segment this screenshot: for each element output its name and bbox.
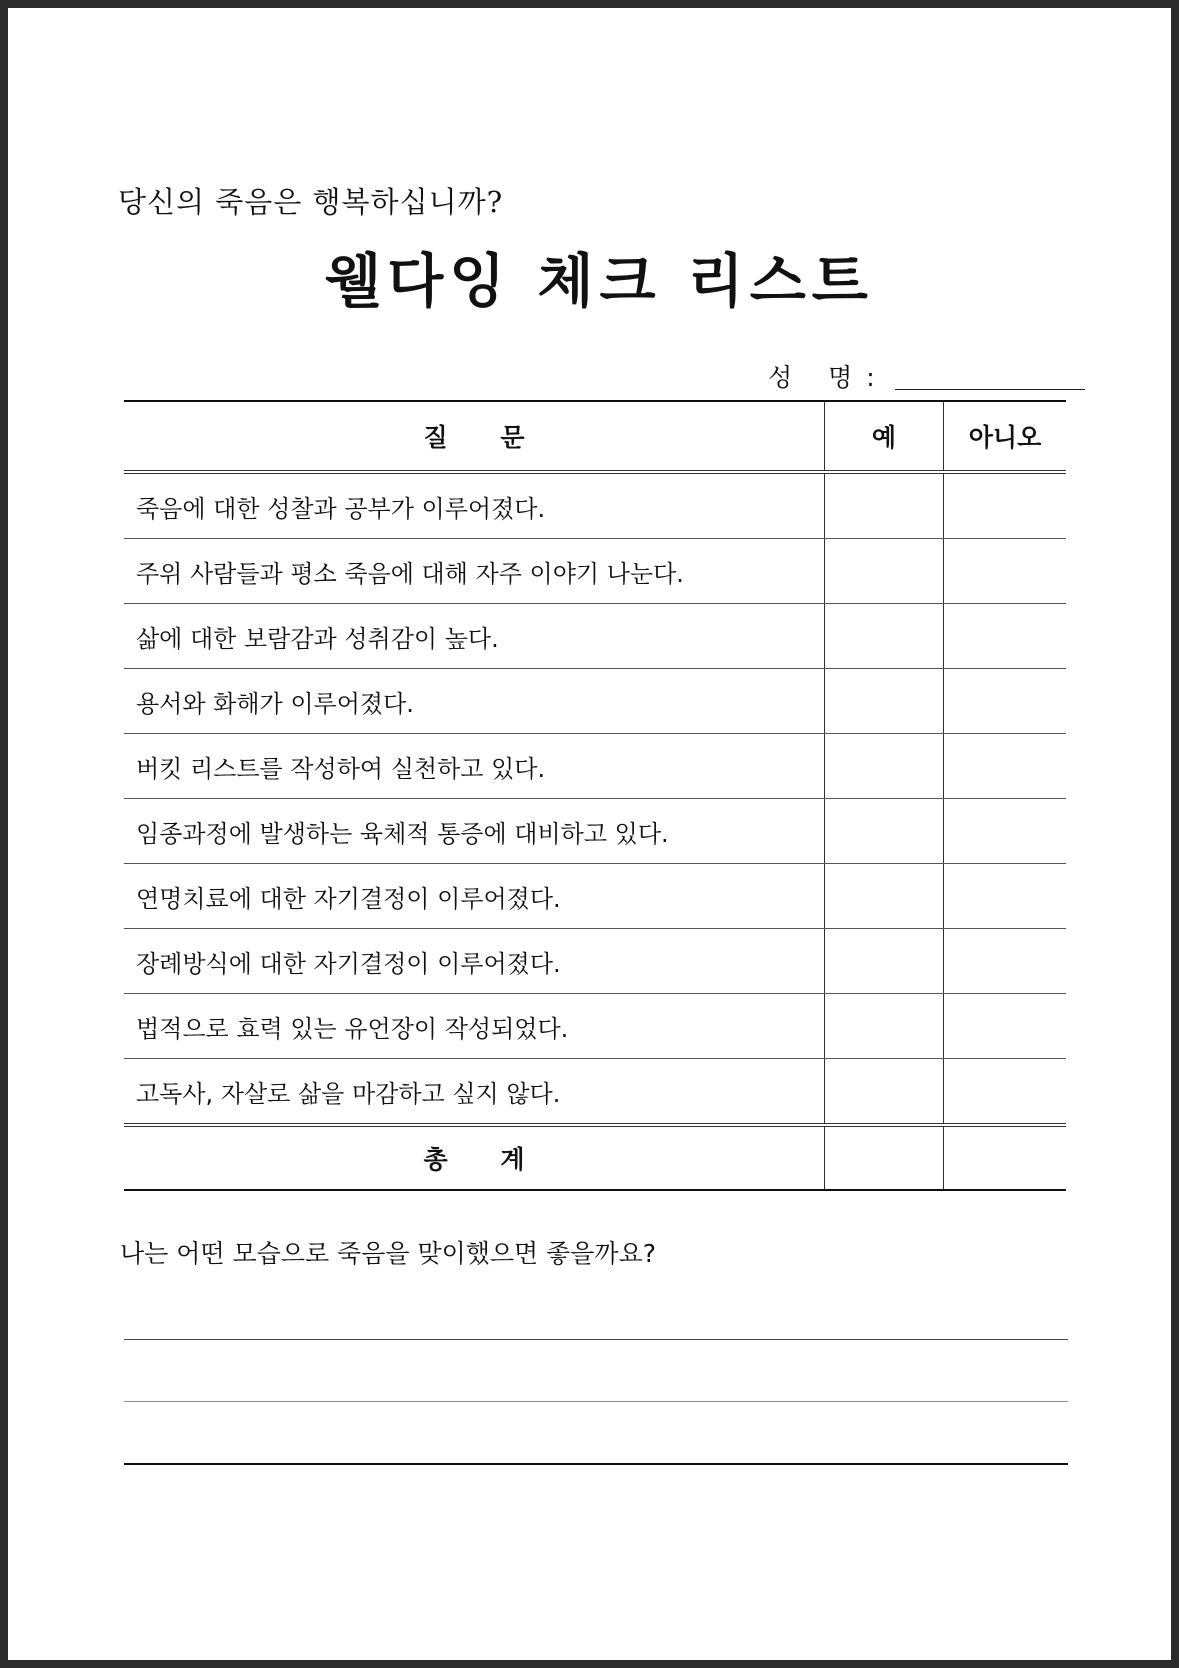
- yes-checkbox-cell[interactable]: [825, 539, 944, 604]
- yes-checkbox-cell[interactable]: [825, 669, 944, 734]
- checklist-table: [124, 400, 1066, 1191]
- header-yes: 예: [825, 401, 944, 472]
- checklist-sheet: [8, 8, 1171, 1660]
- table-row: [124, 1059, 1066, 1126]
- answer-line[interactable]: [124, 1463, 1068, 1465]
- reflection-question: 나는 어떤 모습으로 죽음을 맞이했으면 좋을까요?: [120, 1239, 657, 1268]
- question-cell: 연명치료에 대한 자기결정이 이루어졌다.: [124, 864, 825, 929]
- question-cell: 삶에 대한 보람감과 성취감이 높다.: [124, 604, 825, 669]
- yes-checkbox-cell[interactable]: [825, 799, 944, 864]
- no-checkbox-cell[interactable]: [944, 472, 1067, 539]
- table-row: [124, 539, 1066, 604]
- question-cell: 고독사, 자살로 삶을 마감하고 싶지 않다.: [124, 1059, 825, 1126]
- yes-checkbox-cell[interactable]: [825, 604, 944, 669]
- table-row: [124, 799, 1066, 864]
- table-row: [124, 929, 1066, 994]
- yes-checkbox-cell[interactable]: [825, 929, 944, 994]
- no-checkbox-cell[interactable]: [944, 734, 1067, 799]
- question-cell: 주위 사람들과 평소 죽음에 대해 자주 이야기 나눈다.: [124, 539, 825, 604]
- no-checkbox-cell[interactable]: [944, 539, 1067, 604]
- yes-checkbox-cell[interactable]: [825, 864, 944, 929]
- page-title: 웰다잉 체크 리스트: [325, 247, 874, 315]
- subtitle: 당신의 죽음은 행복하십니까?: [118, 185, 504, 219]
- no-checkbox-cell[interactable]: [944, 669, 1067, 734]
- table-row: [124, 864, 1066, 929]
- no-checkbox-cell[interactable]: [944, 604, 1067, 669]
- table-row: [124, 734, 1066, 799]
- yes-checkbox-cell[interactable]: [825, 994, 944, 1059]
- no-checkbox-cell[interactable]: [944, 929, 1067, 994]
- table-header-row: [124, 401, 1066, 472]
- table-row: [124, 669, 1066, 734]
- table-row: [124, 994, 1066, 1059]
- total-no-cell[interactable]: [944, 1125, 1067, 1190]
- no-checkbox-cell[interactable]: [944, 1059, 1067, 1126]
- name-field: [768, 358, 1085, 394]
- question-cell: 임종과정에 발생하는 육체적 통증에 대비하고 있다.: [124, 799, 825, 864]
- no-checkbox-cell[interactable]: [944, 864, 1067, 929]
- header-question: 질 문: [124, 401, 825, 472]
- header-no: 아니오: [944, 401, 1067, 472]
- question-cell: 버킷 리스트를 작성하여 실천하고 있다.: [124, 734, 825, 799]
- table-row: [124, 472, 1066, 539]
- name-blank-line[interactable]: [895, 389, 1085, 390]
- question-cell: 법적으로 효력 있는 유언장이 작성되었다.: [124, 994, 825, 1059]
- total-row: [124, 1125, 1066, 1190]
- yes-checkbox-cell[interactable]: [825, 734, 944, 799]
- answer-line[interactable]: [124, 1339, 1068, 1340]
- question-cell: 죽음에 대한 성찰과 공부가 이루어졌다.: [124, 472, 825, 539]
- no-checkbox-cell[interactable]: [944, 799, 1067, 864]
- total-label: 총 계: [124, 1125, 825, 1190]
- answer-line[interactable]: [124, 1401, 1068, 1402]
- yes-checkbox-cell[interactable]: [825, 1059, 944, 1126]
- question-cell: 용서와 화해가 이루어졌다.: [124, 669, 825, 734]
- name-label: 성 명:: [768, 363, 889, 392]
- question-cell: 장례방식에 대한 자기결정이 이루어졌다.: [124, 929, 825, 994]
- total-yes-cell[interactable]: [825, 1125, 944, 1190]
- no-checkbox-cell[interactable]: [944, 994, 1067, 1059]
- yes-checkbox-cell[interactable]: [825, 472, 944, 539]
- table-row: [124, 604, 1066, 669]
